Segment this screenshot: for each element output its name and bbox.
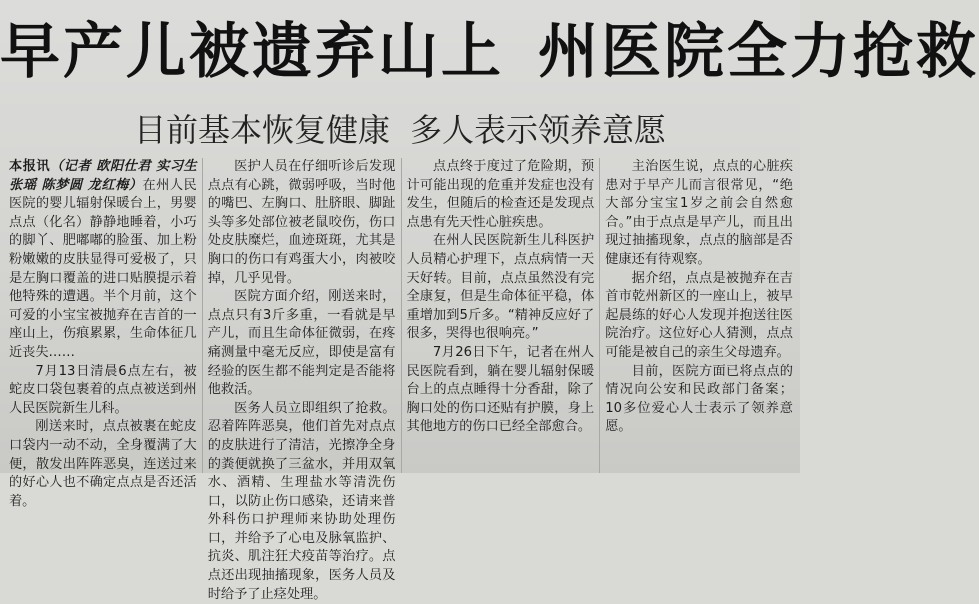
article-paragraph: 医院方面介绍，刚送来时，点点只有3斤多重，一看就是早产儿，而且生命体征微弱，在疼痛测量中毫无反应，即使是富有经验的医生都不能判定是否能将他救活。 xyxy=(207,289,396,398)
article-paragraph: 主治医生说，点点的心脏疾患对于早产儿而言很常见，“绝大部分宝宝1岁之前会自然愈合。”由于点点是早产儿，而且出现过抽搐现象，点点的脑部是否健康还有待观察。 xyxy=(605,159,793,267)
article-column-2 xyxy=(203,158,401,602)
article-paragraph: 7月13日清晨6点左右，被蛇皮口袋包裹着的点点被送到州人民医院新生儿科。 xyxy=(9,363,197,416)
article-column-3 xyxy=(402,158,600,473)
headline xyxy=(0,6,979,98)
article-paragraph: 在州人民医院新生儿科医护人员精心护理下，点点病情一天天好转。目前，点点虽然没有完全康复，但是生命体征平稳，体重增加到5斤多。“精神反应好了很多，哭得也很响亮。” xyxy=(406,233,595,342)
article-columns xyxy=(4,158,798,602)
article-paragraph: 据介绍，点点是被抛弃在吉首市乾州新区的一座山上，被早起晨练的好心人发现并抱送往医院治疗。这位好心人猜测，点点可能是被自己的亲生父母遗弃。 xyxy=(605,270,793,360)
article-lead: 本报讯 xyxy=(9,159,51,174)
article-byline: （记者 欧阳仕君 实习生 张瑶 陈梦圆 龙红梅） xyxy=(9,159,197,193)
article-paragraph: 医护人员在仔细听诊后发现点点有心跳，微弱呼吸，当时他的嘴巴、左胸口、肚脐眼、脚趾头等多处部位被老鼠咬伤，伤口处皮肤糜烂，血迹斑斑，尤其是胸口的伤口有鸡蛋大小，肉被咬掉，几乎见骨。 xyxy=(207,159,396,286)
subheadline xyxy=(0,106,800,154)
article-column-4 xyxy=(600,158,798,473)
article-paragraph: 7月26日下午，记者在州人民医院看到，躺在婴儿辐射保暖台上的点点睡得十分香甜，除了胸口处的伤口还贴有护膜，身上其他地方的伤口已经全部愈合。 xyxy=(406,344,595,435)
article-paragraph: 点点终于度过了危险期，预计可能出现的危重并发症也没有发生，但随后的检查还是发现点点患有先天性心脏疾患。 xyxy=(406,159,595,230)
subheadline-part-1: 目前基本恢复健康 xyxy=(133,111,390,149)
subheadline-part-2: 多人表示领养意愿 xyxy=(410,111,667,149)
article-column-1 xyxy=(4,158,202,509)
headline-part-1: 早产儿被遗弃山上 xyxy=(0,17,504,87)
article-paragraph xyxy=(9,158,197,363)
article-text: 在州人民医院的婴儿辐射保暖台上，男婴点点（化名）静静地睡着，小巧的脚丫、肥嘟嘟的脸蛋、加上粉粉嫩嫩的皮肤显得可爱极了，只是左胸口覆盖的进口贴膜提示着他特殊的遭遇。半个月前，这个可爱的小宝宝被抛弃在吉首的一座山上，伤痕累累，生命体征几近丧失…… xyxy=(9,177,197,360)
article-paragraph: 医务人员立即组织了抢救。忍着阵阵恶臭，他们首先对点点的皮肤进行了清洁，光擦净全身的粪便就换了三盆水，并用双氧水、酒精、生理盐水等清洗伤口，以防止伤口感染，还请来普外科伤口护理师来协助处理伤口，并给予了心电及脉氧监护、抗炎、肌注狂犬疫苗等治疗。点点还出现抽搐现象，医务人员及时给予了止痉处理。 xyxy=(207,400,396,602)
article-paragraph: 目前，医院方面已将点点的情况向公安和民政部门备案；10多位爱心人士表示了领养意愿。 xyxy=(605,363,793,435)
article-paragraph: 刚送来时，点点被裹在蛇皮口袋内一动不动，全身覆满了大便，散发出阵阵恶臭，连送过来的好心人也不确定点点是否还活着。 xyxy=(9,419,197,509)
headline-part-2: 州医院全力抢救 xyxy=(538,17,979,87)
